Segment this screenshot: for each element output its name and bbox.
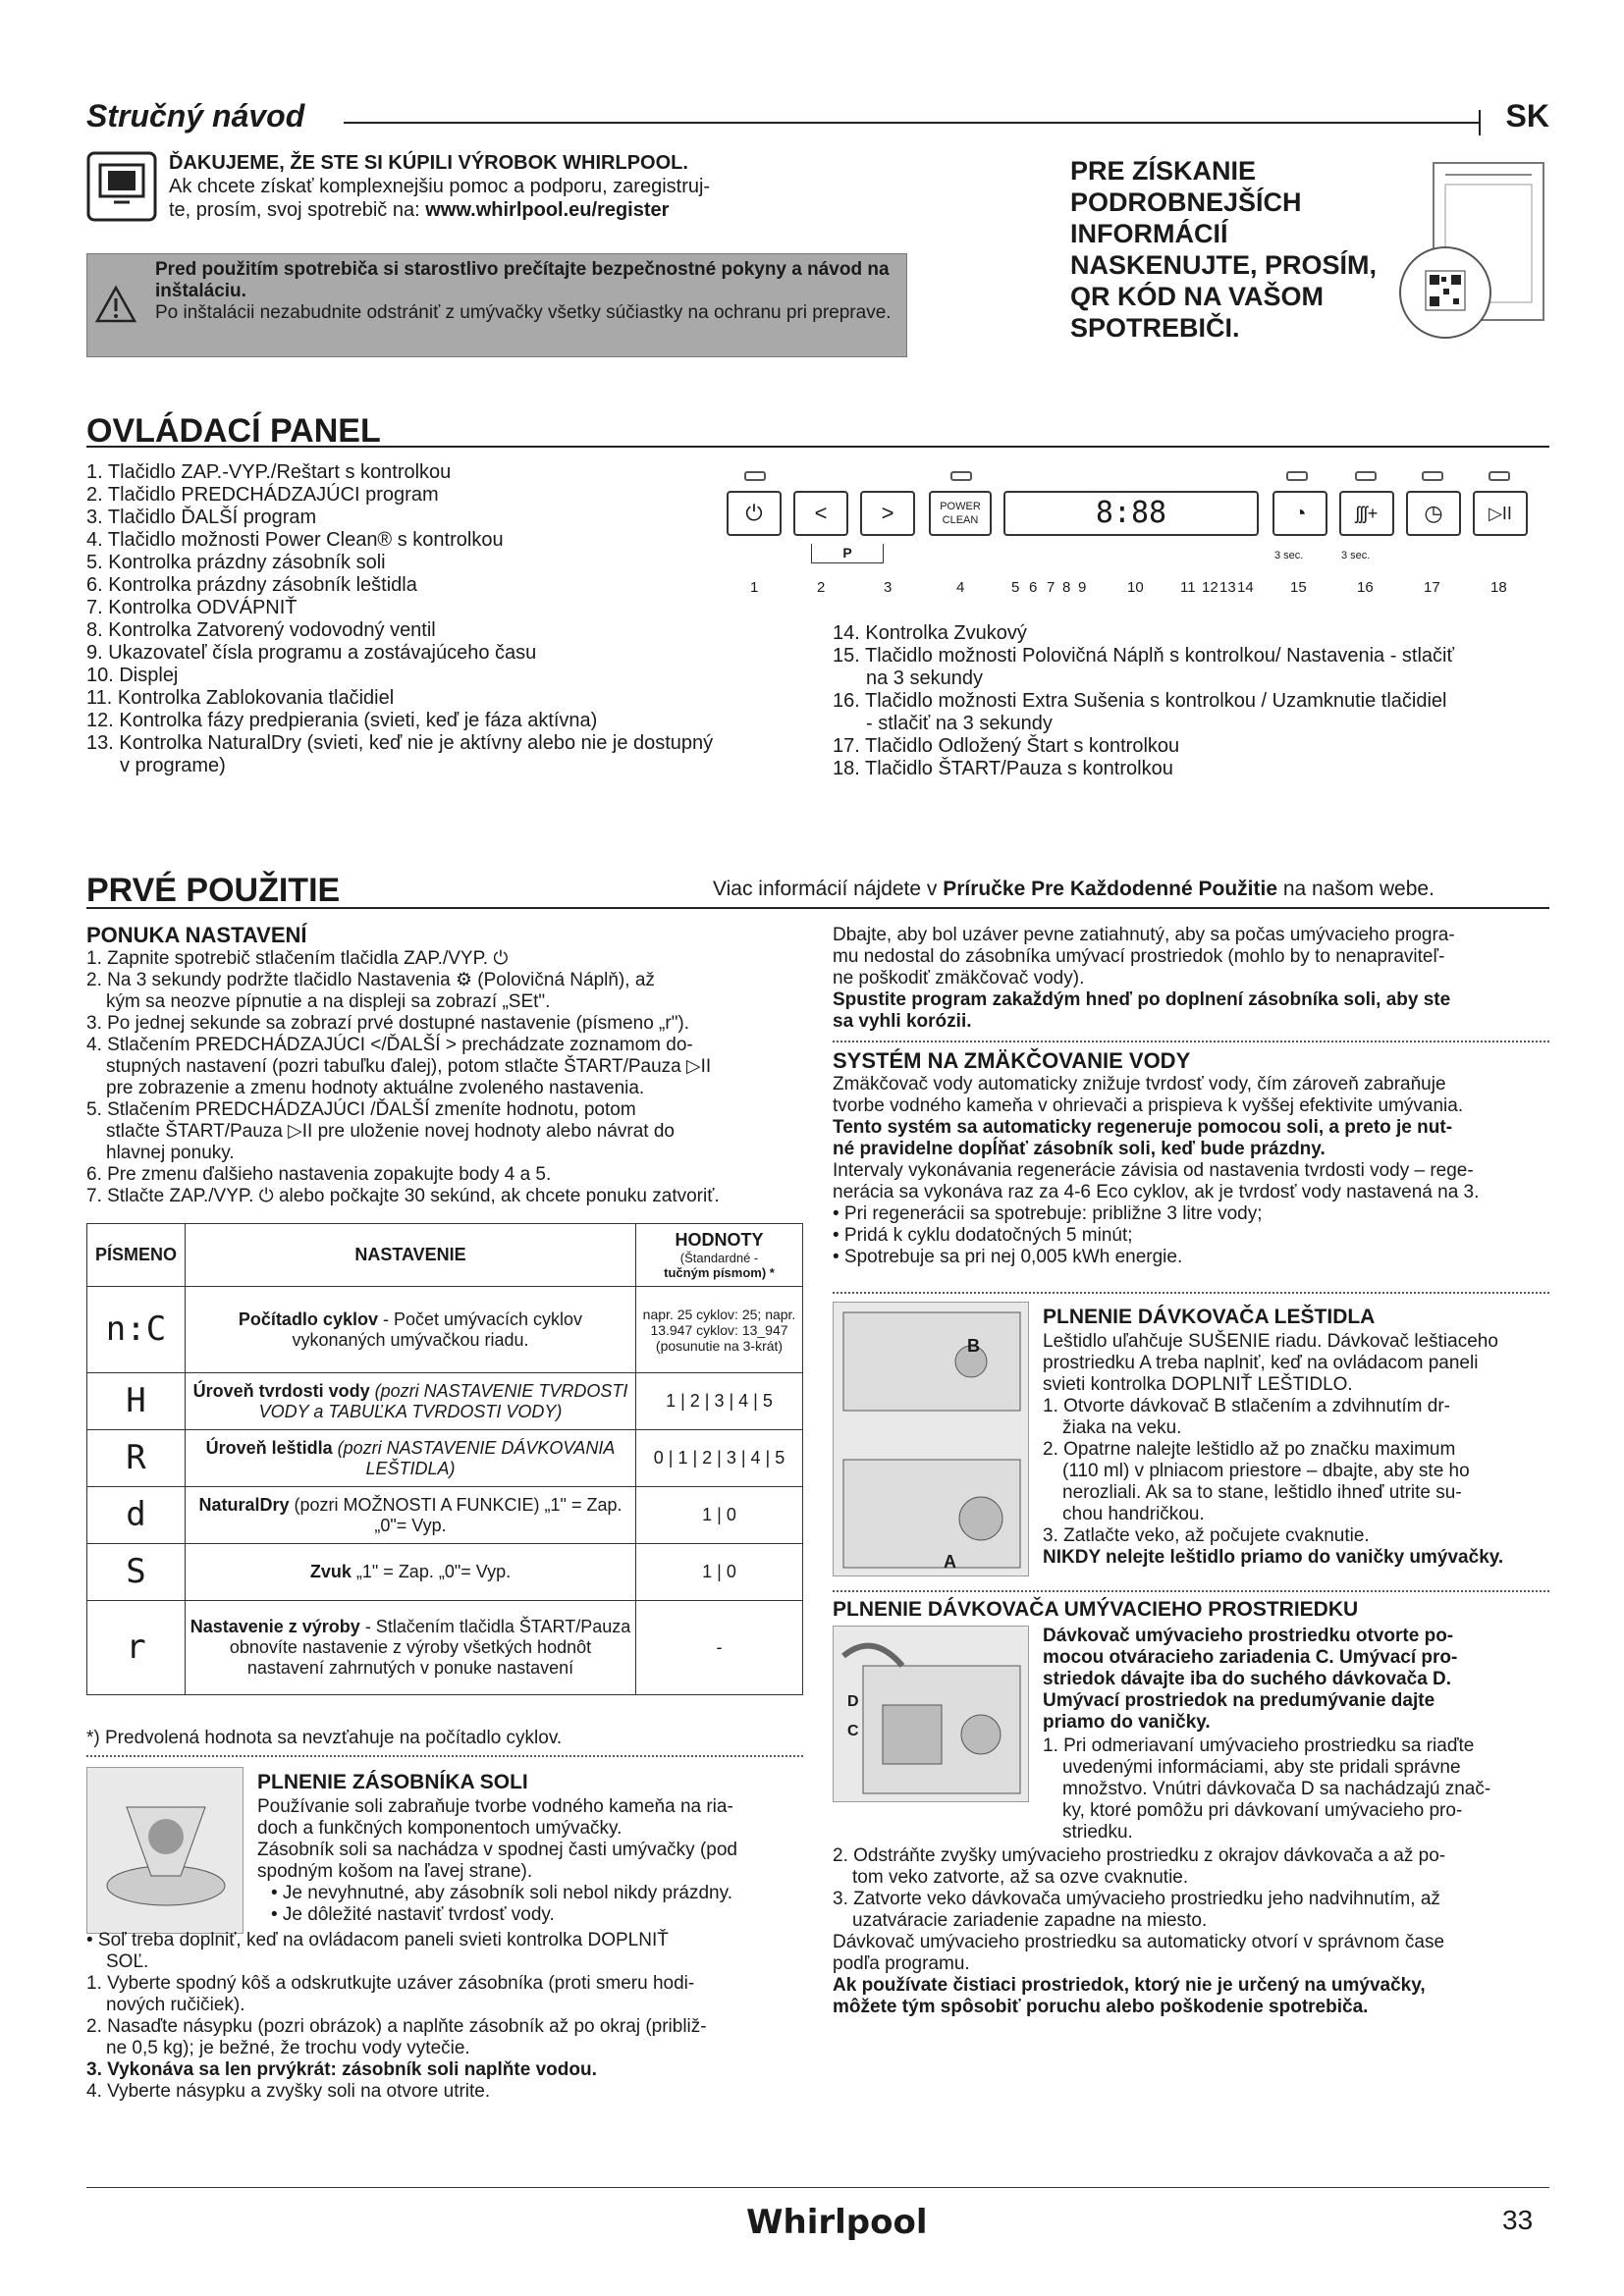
step: pre zobrazenie a zmenu hodnoty aktuálne zvoleného nastavenia. — [106, 1078, 645, 1098]
setting — [186, 1544, 636, 1601]
control-panel-diagram — [717, 471, 1561, 599]
setting-name: Počítadlo cyklov — [238, 1308, 378, 1329]
text-line: 1. Pri odmeriavaní umývacieho prostriedku sa riaďte — [1043, 1735, 1475, 1756]
setting-name: Úroveň tvrdosti vody — [192, 1380, 370, 1401]
setting — [186, 1430, 636, 1487]
text-line: striedok dávajte iba do suchého dávkovača D. — [1043, 1669, 1452, 1689]
table-row — [87, 1287, 803, 1373]
salt-step: 2. Nasaďte násypku (pozri obrázok) a naplňte zásobník až po okraj (približ- — [86, 2016, 707, 2037]
label-b: B — [967, 1336, 980, 1356]
detergent-warning: Ak používate čistiaci prostriedok, ktorý nie je určený na umývačky, — [833, 1975, 1426, 1996]
setting — [186, 1373, 636, 1430]
power-label: POWER — [940, 501, 981, 512]
delay-start-button[interactable]: ◷ — [1406, 491, 1461, 536]
step: 7. Stlačte ZAP./VYP. ⏻ alebo počkajte 30 sekúnd, ak chcete ponuku zatvoriť. — [86, 1186, 720, 1206]
value: 1 | 2 | 3 | 4 | 5 — [636, 1373, 803, 1430]
warning-icon — [94, 285, 137, 324]
setting-desc: - Stlačením tlačidla ŠTART/Pauza obnovíte nastavenie z výroby všetkých hodnôt nastavení zahrnutých v ponuke nastavení — [229, 1617, 631, 1678]
display — [1003, 491, 1259, 536]
salt-step: nových ručičiek). — [106, 1995, 245, 2015]
text-line: sa vyhli korózii. — [833, 1011, 972, 1032]
legend-item: 18. Tlačidlo ŠTART/Pauza s kontrolkou — [833, 758, 1173, 779]
legend-item: 1. Tlačidlo ZAP.-VYP./Reštart s kontrolkou — [86, 461, 452, 483]
text-line: • Pri regenerácii sa spotrebuje: približne 3 litre vody; — [833, 1203, 1263, 1224]
callout-number: 4 — [956, 579, 965, 596]
legend-item: na 3 sekundy — [866, 667, 983, 689]
callout-number: 8 — [1062, 579, 1071, 596]
col-header: PÍSMENO — [87, 1224, 186, 1287]
detergent-illustration — [833, 1626, 1029, 1802]
legend-item: 2. Tlačidlo PREDCHÁDZAJÚCI program — [86, 484, 439, 506]
setting-desc: (pozri NASTAVENIE TVRDOSTI VODY a TABUĽKA TVRDOSTI VODY) — [258, 1380, 628, 1421]
value: 1 | 0 — [636, 1544, 803, 1601]
step: 3. Po jednej sekunde sa zobrazí prvé dostupné nastavenie (písmeno „r"). — [86, 1013, 690, 1034]
led-indicator — [1355, 471, 1377, 481]
dotted-separator — [86, 1755, 803, 1757]
setting-desc: (pozri MOŽNOSTI A FUNKCIE) „1" = Zap. „0"= Vyp. — [289, 1494, 623, 1535]
dotted-separator — [833, 1292, 1549, 1294]
rinse-aid-title: PLNENIE DÁVKOVAČA LEŠTIDLA — [1043, 1306, 1376, 1328]
thanks-line-2 — [169, 198, 807, 222]
three-sec-label: 3 sec. — [1341, 550, 1371, 561]
note-suffix: na našom webe. — [1277, 878, 1435, 900]
text-line: Tento systém sa automaticky regeneruje pomocou soli, a preto je nut- — [833, 1117, 1453, 1138]
guide-link: Príručke Pre Každodenné Použitie — [943, 878, 1277, 900]
dotted-separator — [833, 1590, 1549, 1592]
panel-legend-left — [86, 461, 793, 777]
step: stupných nastavení (pozri tabuľku ďalej), potom stlačte ŠTART/Pauza ▷II — [106, 1056, 712, 1077]
text-line: tom veko zatvorte, až sa ozve cvaknutie. — [852, 1867, 1189, 1888]
setting-name: Nastavenie z výroby — [189, 1617, 360, 1636]
label-c: C — [847, 1723, 859, 1739]
table-footnote: *) Predvolená hodnota sa nevzťahuje na počítadlo cyklov. — [86, 1728, 563, 1748]
rinse-warning: NIKDY nelejte leštidlo priamo do vaničky umývačky. — [1043, 1547, 1504, 1568]
step: 5. Stlačením PREDCHÁDZAJÚCI /ĎALŠÍ zmeníte hodnotu, potom — [86, 1099, 636, 1120]
salt-step: 1. Vyberte spodný kôš a odskrutkujte uzáver zásobníka (proti smeru hodi- — [86, 1973, 695, 1994]
text-line: 2. Opatrne nalejte leštidlo až po značku maximum — [1043, 1439, 1456, 1460]
first-use-note — [713, 878, 1435, 901]
salt-step: 4. Vyberte násypku a zvyšky soli na otvore utrite. — [86, 2081, 491, 2102]
legend-item: 16. Tlačidlo možnosti Extra Sušenia s kontrolkou / Uzamknutie tlačidiel — [833, 690, 1447, 712]
text-line: • Pridá k cyklu dodatočných 5 minút; — [833, 1225, 1133, 1246]
thanks-prefix: te, prosím, svoj spotrebič na: — [169, 199, 426, 221]
legend-item: 15. Tlačidlo možnosti Polovičná Náplň s kontrolkou/ Nastavenia - stlačiť — [833, 645, 1454, 667]
dotted-separator — [833, 1041, 1549, 1042]
warning-bold: Pred použitím spotrebiča si starostlivo prečítajte bezpečnostné pokyny a návod na inštaláciu. — [155, 259, 890, 301]
text-line: ne poškodiť zmäkčovač vody). — [833, 968, 1085, 988]
salt-intro — [257, 1796, 807, 1926]
salt-continued — [833, 925, 1549, 1033]
text-line: ky, ktoré pomôžu pri dávkovaní umývacieho pro- — [1062, 1800, 1463, 1821]
half-load-button[interactable]: ◔ — [1272, 491, 1327, 536]
text-line: množstvo. Vnútri dávkovača D sa nachádzajú znač- — [1062, 1779, 1491, 1799]
text-line: 3. Zatlačte veko, až počujete cvaknutie. — [1043, 1525, 1370, 1546]
power-clean-button[interactable] — [929, 491, 992, 536]
step: 2. Na 3 sekundy podržte tlačidlo Nastavenia ⚙ (Polovičná Náplň), až — [86, 970, 655, 990]
legend-item: 5. Kontrolka prázdny zásobník soli — [86, 552, 386, 573]
text-line: Leštidlo uľahčuje SUŠENIE riadu. Dávkovač leštiaceho — [1043, 1331, 1498, 1352]
note-prefix: Viac informácií nájdete v — [713, 878, 944, 900]
text-line: striedku. — [1062, 1822, 1133, 1842]
salt-line: • Je nevyhnutné, aby zásobník soli nebol nikdy prázdny. — [271, 1883, 732, 1903]
callout-number: 7 — [1047, 579, 1056, 596]
text-line: tvorbe vodného kameňa v ohrievači a prispieva k vyššej efektivite umývania. — [833, 1095, 1464, 1116]
text-line: mocou otváracieho zariadenia C. Umývací pro- — [1043, 1647, 1458, 1668]
step: hlavnej ponuky. — [106, 1143, 235, 1163]
text-line: prostriedku A treba naplniť, keď na ovládacom paneli — [1043, 1353, 1479, 1373]
legend-item: 8. Kontrolka Zatvorený vodovodný ventil — [86, 619, 436, 641]
detergent-steps — [833, 1845, 1549, 2018]
led-indicator — [744, 471, 766, 481]
legend-item: 12. Kontrolka fázy predpierania (svieti, keď je fáza aktívna) — [86, 710, 598, 731]
salt-step: 3. Vykonáva sa len prvýkrát: zásobník soli naplňte vodou. — [86, 2059, 597, 2080]
thanks-line: Ak chcete získať komplexnejšiu pomoc a podporu, zaregistruj- — [169, 176, 711, 197]
panel-rule — [86, 446, 1549, 448]
salt-step: ne 0,5 kg); je bežné, že trochu vody vytečie. — [106, 2038, 470, 2058]
letter: S — [87, 1544, 186, 1601]
table-row — [87, 1430, 803, 1487]
salt-line: spodným košom na ľavej strane). — [257, 1861, 533, 1882]
letter: r — [87, 1601, 186, 1695]
text-line: podľa programu. — [833, 1953, 970, 1974]
text-line: Zmäkčovač vody automaticky znižuje tvrdosť vody, čím zároveň zabraňuje — [833, 1074, 1446, 1095]
step: kým sa neozve pípnutie a na displeji sa zobrazí „SEt". — [106, 991, 551, 1012]
salt-steps — [86, 1930, 803, 2103]
clean-label: CLEAN — [942, 514, 979, 526]
text-line: 1. Otvorte dávkovač B stlačením a zdvihnutím dr- — [1043, 1396, 1451, 1416]
step: 4. Stlačením PREDCHÁDZAJÚCI </ĎALŠÍ > prechádzate zoznamom do- — [86, 1035, 693, 1055]
values-title: HODNOTY — [675, 1230, 764, 1250]
callout-number: 12 — [1202, 579, 1218, 596]
callout-number: 11 — [1180, 579, 1196, 596]
text-line: nerácia sa vykonáva raz za 4-6 Eco cyklov, ak je tvrdosť vody nastavená na 3. — [833, 1182, 1480, 1202]
panel-section-title: OVLÁDACÍ PANEL — [86, 412, 381, 450]
settings-menu-title: PONUKA NASTAVENÍ — [86, 923, 307, 947]
callout-number: 1 — [750, 579, 759, 596]
legend-item: 7. Kontrolka ODVÁPNIŤ — [86, 597, 298, 618]
callout-number: 6 — [1029, 579, 1038, 596]
header-rule — [344, 122, 1481, 124]
setting — [186, 1287, 636, 1373]
legend-item: 4. Tlačidlo možnosti Power Clean® s kontrolkou — [86, 529, 504, 551]
setting — [186, 1487, 636, 1544]
step: stlačte ŠTART/Pauza ▷II pre uloženie novej hodnoty alebo návrat do — [106, 1121, 675, 1142]
first-use-rule — [86, 907, 1549, 909]
legend-item: 3. Tlačidlo ĎALŠÍ program — [86, 507, 317, 528]
settings-steps — [86, 948, 803, 1207]
letter: H — [87, 1373, 186, 1430]
text-line: priamo do vaničky. — [1043, 1712, 1211, 1733]
values-sub2: tučným písmom) * — [664, 1265, 775, 1280]
text-line: Dávkovač umývacieho prostriedku sa automaticky otvorí v správnom čase — [833, 1932, 1445, 1952]
legend-item: 17. Tlačidlo Odložený Štart s kontrolkou — [833, 735, 1180, 757]
table-row — [87, 1373, 803, 1430]
extra-dry-button[interactable]: ʃʃʃ+ — [1339, 491, 1394, 536]
text-line: žiaka na veku. — [1062, 1417, 1182, 1438]
detergent-warning: môžete tým spôsobiť poruchu alebo poškodenie spotrebiča. — [833, 1997, 1369, 2017]
softener-title: SYSTÉM NA ZMÄKČOVANIE VODY — [833, 1048, 1191, 1073]
text-line: chou handričkou. — [1062, 1504, 1205, 1524]
legend-item: - stlačiť na 3 sekundy — [866, 713, 1053, 734]
letter: R — [87, 1430, 186, 1487]
language-code: SK — [1505, 98, 1549, 133]
previous-button[interactable]: < — [793, 491, 848, 536]
callout-number: 10 — [1127, 579, 1144, 596]
value: - — [636, 1601, 803, 1695]
callout-number: 15 — [1290, 579, 1307, 596]
setting-desc: (pozri NASTAVENIE DÁVKOVANIA LEŠTIDLA) — [332, 1437, 616, 1478]
doc-title: Stručný návod — [86, 98, 305, 133]
next-button[interactable]: > — [860, 491, 915, 536]
text-line: Dbajte, aby bol uzáver pevne zatiahnutý, aby sa počas umývacieho progra- — [833, 925, 1455, 945]
header-tick — [1479, 110, 1481, 135]
salt-line: doch a funkčných komponentoch umývačky. — [257, 1818, 623, 1839]
legend-item: 13. Kontrolka NaturalDry (svieti, keď nie je aktívny alebo nie je dostupný — [86, 732, 714, 754]
salt-funnel-illustration — [86, 1767, 244, 1934]
value: 0 | 1 | 2 | 3 | 4 | 5 — [636, 1430, 803, 1487]
led-indicator — [1489, 471, 1510, 481]
legend-item: 14. Kontrolka Zvukový — [833, 622, 1027, 644]
led-indicator — [1422, 471, 1443, 481]
safety-warning-text — [155, 259, 901, 324]
text-line: • Spotrebuje sa pri nej 0,005 kWh energie. — [833, 1247, 1183, 1267]
thanks-title: ĎAKUJEME, ŽE STE SI KÚPILI VÝROBOK WHIRLPOOL. — [169, 152, 688, 174]
legend-item: 10. Displej — [86, 665, 179, 686]
setting-desc: - Počet umývacích cyklov vykonaných umývačkou riadu. — [292, 1308, 583, 1350]
detergent-step1 — [1043, 1735, 1549, 1843]
callout-number: 5 — [1011, 579, 1020, 596]
text-line: mu nedostal do zásobníka umývací prostriedok (mohlo by to nenapraviteľ- — [833, 946, 1445, 967]
footer-rule — [86, 2187, 1549, 2188]
text-line: (110 ml) v plniacom priestore – dbajte, aby ste ho — [1062, 1461, 1470, 1481]
page-header — [86, 98, 1549, 137]
text-line: Spustite program zakaždým hneď po doplnení zásobníka soli, aby ste — [833, 989, 1451, 1010]
text-line: uzatváracie zariadenie zapadne na miesto. — [852, 1910, 1208, 1931]
callout-number: 18 — [1490, 579, 1507, 596]
label-a: A — [944, 1552, 956, 1572]
page-number: 33 — [1502, 2205, 1534, 2235]
detergent-title: PLNENIE DÁVKOVAČA UMÝVACIEHO PROSTRIEDKU — [833, 1598, 1359, 1621]
salt-step: • Soľ treba doplniť, keď na ovládacom paneli svieti kontrolka DOPLNIŤ — [86, 1930, 669, 1950]
first-use-title: PRVÉ POUŽITIE — [86, 872, 341, 909]
label-d: D — [847, 1693, 859, 1710]
step: 1. Zapnite spotrebič stlačením tlačidla ZAP./VYP. ⏻ — [86, 948, 509, 969]
text-line: 3. Zatvorte veko dávkovača umývacieho prostriedku jeho nadvihnutím, až — [833, 1889, 1440, 1909]
salt-line: • Je dôležité nastaviť tvrdosť vody. — [271, 1904, 555, 1925]
display-value: 8:88 — [1095, 496, 1167, 530]
text-line: Intervaly vykonávania regenerácie závisia od nastavenia tvrdosti vody – rege- — [833, 1160, 1474, 1181]
register-link[interactable]: www.whirlpool.eu/register — [425, 199, 670, 221]
callout-number: 13 — [1219, 579, 1236, 596]
warning-normal: Po inštalácii nezabudnite odstrániť z umývačky všetky súčiastky na ochranu pri preprave. — [155, 302, 892, 323]
led-indicator — [950, 471, 972, 481]
detergent-intro — [1043, 1626, 1549, 1734]
text-line: Dávkovač umývacieho prostriedku otvorte po- — [1043, 1626, 1454, 1646]
legend-item: 9. Ukazovateľ čísla programu a zostávajúceho času — [86, 642, 537, 664]
table-row — [87, 1487, 803, 1544]
text-line: uvedenými informáciami, aby ste pridali správne — [1062, 1757, 1461, 1778]
callout-number: 14 — [1237, 579, 1254, 596]
callout-number: 3 — [884, 579, 893, 596]
setting-desc: „1" = Zap. „0"= Vyp. — [351, 1562, 512, 1581]
thanks-text — [169, 151, 807, 222]
legend-item: 11. Kontrolka Zablokovania tlačidiel — [86, 687, 395, 709]
panel-legend-right — [833, 622, 1549, 780]
softener-text — [833, 1074, 1549, 1268]
text-line: 2. Odstráňte zvyšky umývacieho prostriedku z okrajov dávkovača a až po- — [833, 1845, 1446, 1866]
letter: n:C — [87, 1287, 186, 1373]
callout-number: 16 — [1357, 579, 1374, 596]
table-row — [87, 1544, 803, 1601]
salt-line: Používanie soli zabraňuje tvorbe vodného kameňa na ria- — [257, 1796, 733, 1817]
table-row — [87, 1601, 803, 1695]
power-button[interactable]: ⏻ — [727, 491, 782, 536]
p-bracket: P — [811, 544, 884, 563]
values-sub: (Štandardné - — [679, 1251, 759, 1265]
text-line: né pravidelne dopĺňať zásobník soli, keď bude prázdny. — [833, 1139, 1326, 1159]
text-line: Umývací prostriedok na predumývanie dajte — [1043, 1690, 1435, 1711]
computer-icon — [86, 151, 157, 222]
qr-instruction: PRE ZÍSKANIE PODROBNEJŠÍCH INFORMÁCIÍ NASKENUJTE, PROSÍM, QR KÓD NA VAŠOM SPOTREBIČI. — [1070, 156, 1378, 343]
start-pause-button[interactable]: ▷II — [1473, 491, 1528, 536]
qr-code-illustration — [1394, 155, 1551, 351]
col-header — [636, 1224, 803, 1287]
setting-name: NaturalDry — [198, 1494, 290, 1515]
text-line: svieti kontrolka DOPLNIŤ LEŠTIDLO. — [1043, 1374, 1353, 1395]
setting-name: Zvuk — [309, 1562, 352, 1581]
col-header: NASTAVENIE — [186, 1224, 636, 1287]
callout-number: 9 — [1078, 579, 1087, 596]
salt-line: Zásobník soli sa nachádza v spodnej časti umývačky (pod — [257, 1840, 737, 1860]
rinse-aid-illustration — [833, 1302, 1029, 1576]
led-indicator — [1286, 471, 1308, 481]
whirlpool-logo: Whirlpool — [746, 2203, 928, 2242]
value: 1 | 0 — [636, 1487, 803, 1544]
legend-item: v programe) — [120, 755, 226, 776]
letter: d — [87, 1487, 186, 1544]
rinse-aid-text — [1043, 1331, 1549, 1569]
step: 6. Pre zmenu ďalšieho nastavenia zopakujte body 4 a 5. — [86, 1164, 552, 1185]
setting — [186, 1601, 636, 1695]
callout-number: 2 — [817, 579, 826, 596]
settings-table — [86, 1223, 803, 1695]
callout-number: 17 — [1424, 579, 1440, 596]
setting-name: Úroveň leštidla — [205, 1437, 333, 1458]
value: napr. 25 cyklov: 25; napr. 13.947 cyklov: 13_947 (posunutie na 3-krát) — [636, 1287, 803, 1373]
three-sec-label: 3 sec. — [1274, 550, 1304, 561]
salt-step: SOĽ. — [106, 1951, 149, 1972]
salt-title: PLNENIE ZÁSOBNÍKA SOLI — [257, 1771, 528, 1793]
legend-item: 6. Kontrolka prázdny zásobník leštidla — [86, 574, 417, 596]
text-line: nerozliali. Ak sa to stane, leštidlo ihneď utrite su- — [1062, 1482, 1462, 1503]
